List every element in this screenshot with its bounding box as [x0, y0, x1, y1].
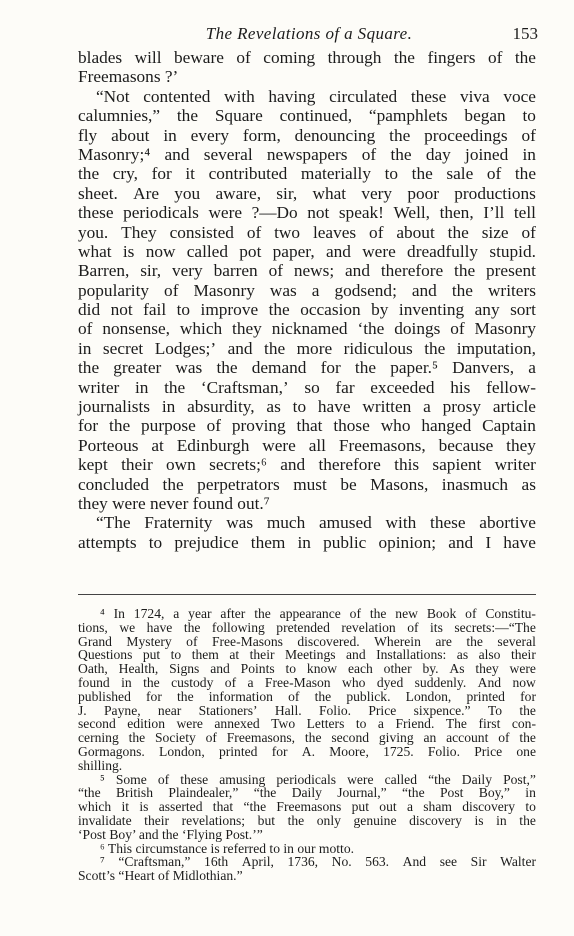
- footnote-rule: [78, 594, 536, 595]
- footnote-line: published for the information of the publick. London, printed for: [78, 688, 536, 704]
- body-line: fly about in every form, denouncing the proceedings of: [78, 125, 536, 145]
- body-line: “Not contented with having circulated these viva voce: [96, 86, 536, 106]
- body-line: of nonsense, which they nicknamed ‘the doings of Masonry: [78, 319, 536, 339]
- footnote-line: Oath, Health, Signs and Points to know each other by. As they were: [78, 661, 536, 677]
- footnote-line: ⁵ Some of these amusing periodicals were called “the Daily Post,”: [100, 771, 536, 787]
- footnote-line: ⁶ This circumstance is referred to in our motto.: [100, 840, 355, 856]
- body-line: popularity of Masonry was a godsend; and the writers: [78, 280, 536, 300]
- body-line: Masonry;⁴ and several newspapers of the day joined in: [78, 144, 536, 164]
- body-line: did not fail to improve the occasion by inventing any sort: [78, 300, 536, 320]
- body-line: Freemasons ?’: [78, 67, 179, 87]
- body-line: blades will beware of coming through the fingers of the: [78, 48, 536, 67]
- footnote-line: second edition were annexed Two Letters to a Friend. The first con-: [78, 716, 536, 732]
- body-line: kept their own secrets;⁶ and therefore this sapient writer: [78, 455, 536, 475]
- page-number: 153: [512, 24, 538, 43]
- footnote-line: invalidate their revelations; but the only genuine discovery is in the: [78, 812, 536, 828]
- footnote-line: “the British Plaindealer,” “the Daily Journal,” “the Post Boy,” in: [78, 785, 536, 801]
- footnote-line: Gormagons. London, printed for A. Moore, 1725. Folio. Price one: [78, 743, 536, 759]
- body-line: “The Fraternity was much amused with these abortive: [96, 513, 536, 533]
- footnote-line: J. Payne, near Stationers’ Hall. Folio. Price sixpence.” To the: [78, 702, 536, 718]
- body-line: Barren, sir, very barren of news; and therefore the present: [78, 261, 536, 281]
- body-line: concluded the perpetrators must be Masons, inasmuch as: [78, 474, 536, 494]
- footnote-line: Grand Mystery of Free-Masons discovered. Wherein are the several: [78, 633, 536, 649]
- body-line: in secret Lodges;’ and the more ridiculous the imputation,: [78, 338, 536, 358]
- footnote-line: ⁴ In 1724, a year after the appearance of the new Book of Constitu-: [100, 606, 536, 621]
- body-line: calumnies,” the Square continued, “pamphlets began to: [78, 106, 536, 126]
- footnote-line: ‘Post Boy’ and the ‘Flying Post.’”: [78, 826, 263, 842]
- body-line: journalists in absurdity, as to have written a prosy article: [78, 397, 536, 417]
- body-line: the cry, for it contributed materially to the sale of the: [78, 164, 536, 184]
- body-line: they were never found out.⁷: [78, 493, 270, 513]
- body-line: you. They consisted of two leaves of about the size of: [78, 222, 536, 242]
- running-title: The Revelations of a Square.: [205, 24, 413, 43]
- body-line: writer in the ‘Craftsman,’ so far exceeded his fellow-: [78, 377, 536, 397]
- footnote-line: ⁷ “Craftsman,” 16th April, 1736, No. 563. And see Sir Walter: [100, 854, 536, 870]
- body-line: these periodicals were ?—Do not speak! Well, then, I’ll tell: [78, 203, 536, 223]
- footnote-line: tions, we have the following pretended revelation of its secrets:—“The: [78, 619, 536, 635]
- footnotes: [78, 607, 536, 883]
- body-line: sheet. Are you aware, sir, what very poor productions: [78, 183, 536, 203]
- footnote-line: which it is asserted that “the Freemasons put out a sham discovery to: [78, 799, 536, 815]
- footnote-line: cerning the Society of Freemasons, the second giving an account of the: [78, 730, 536, 746]
- body-line: attempts to prejudice them in public opinion; and I have: [78, 532, 536, 552]
- footnote-line: Questions put to them at their Meetings and Installations: as also their: [78, 647, 536, 663]
- footnote-line: shilling.: [78, 757, 123, 773]
- footnote-line: found in the custody of a Free-Mason who dyed suddenly. And now: [78, 674, 536, 690]
- running-head: [80, 24, 538, 46]
- body-line: Porteous at Edinburgh were all Freemasons, because they: [78, 435, 536, 455]
- body-line: for the purpose of proving that those who hanged Captain: [78, 416, 536, 436]
- footnote-line: Scott’s “Heart of Midlothian.”: [78, 868, 243, 884]
- body-text: [78, 48, 536, 552]
- body-line: what is now called pot paper, and were dreadfully stupid.: [78, 241, 536, 261]
- body-line: the greater was the demand for the paper.⁵ Danvers, a: [78, 358, 536, 378]
